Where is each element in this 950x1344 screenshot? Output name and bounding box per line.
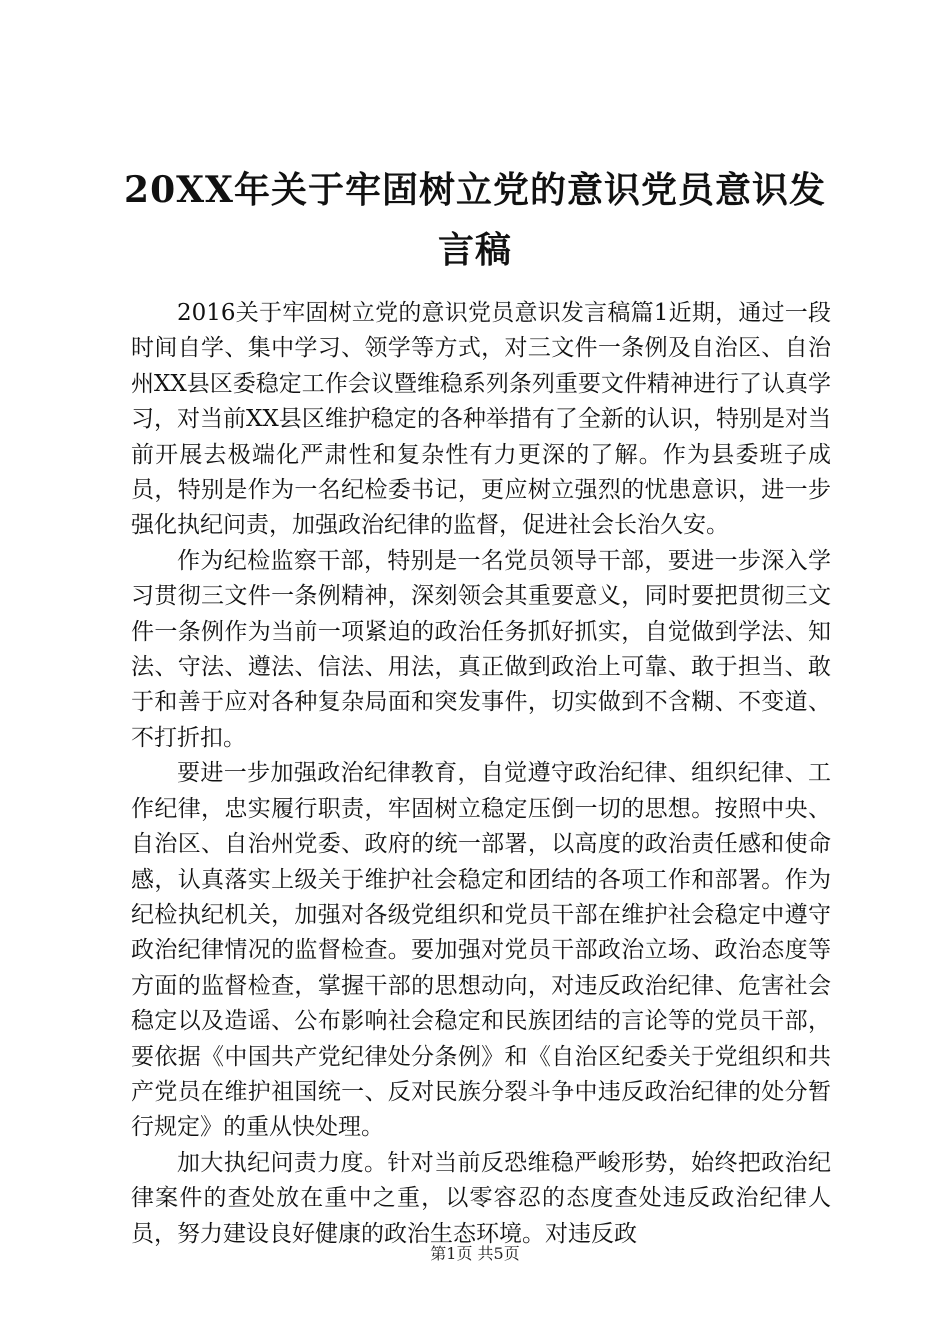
page-footer: 第1页 共5页: [430, 1244, 520, 1263]
body-paragraph: 要进一步加强政治纪律教育，自觉遵守政治纪律、组织纪律、工作纪律，忠实履行职责，牢固树立稳定压倒一切的思想。按照中央、自治区、自治州党委、政府的统一部署，以高度的政治责任感和使命感，认真落实上级关于维护社会稳定和团结的各项工作和部署。作为纪检执纪机关，加强对各级党组织和党员干部在维护社会稳定中遵守政治纪律情况的监督检查。要加强对党员干部政治立场、政治态度等方面的监督检查，掌握干部的思想动向，对违反政治纪律、危害社会稳定以及造谣、公布影响社会稳定和民族团结的言论等的党员干部，要依据《中国共产党纪律处分条例》和《自治区纪委关于党组织和共产党员在维护祖国统一、反对民族分裂斗争中违反政治纪律的处分暂行规定》的重从快处理。: [131, 760, 831, 1141]
document-title: 20XX年关于牢固树立党的意识党员意识发言稿: [124, 169, 826, 271]
body-paragraph: 加大执纪问责力度。针对当前反恐维稳严峻形势，始终把政治纪律案件的查处放在重中之重，以零容忍的态度查处违反政治纪律人员，努力建设良好健康的政治生态环境。对违反政: [131, 1149, 831, 1247]
body-paragraph: 作为纪检监察干部，特别是一名党员领导干部，要进一步深入学习贯彻三文件一条例精神，深刻领会其重要意义，同时要把贯彻三文件一条例作为当前一项紧迫的政治任务抓好抓实，自觉做到学法、知法、守法、遵法、信法、用法，真正做到政治上可靠、敢于担当、敢于和善于应对各种复杂局面和突发事件，切实做到不含糊、不变道、不打折扣。: [131, 547, 831, 751]
body-paragraph: 2016关于牢固树立党的意识党员意识发言稿篇1近期，通过一段时间自学、集中学习、领学等方式，对三文件一条例及自治区、自治州XX县区委稳定工作会议暨维稳系列条列重要文件精神进行了认真学习，对当前XX县区维护稳定的各种举措有了全新的认识，特别是对当前开展去极端化严肃性和复杂性有力更深的了解。作为县委班子成员，特别是作为一名纪检委书记，更应树立强烈的忧患意识，进一步强化执纪问责，加强政治纪律的监督，促进社会长治久安。: [131, 300, 831, 539]
document-body: [131, 296, 831, 1252]
